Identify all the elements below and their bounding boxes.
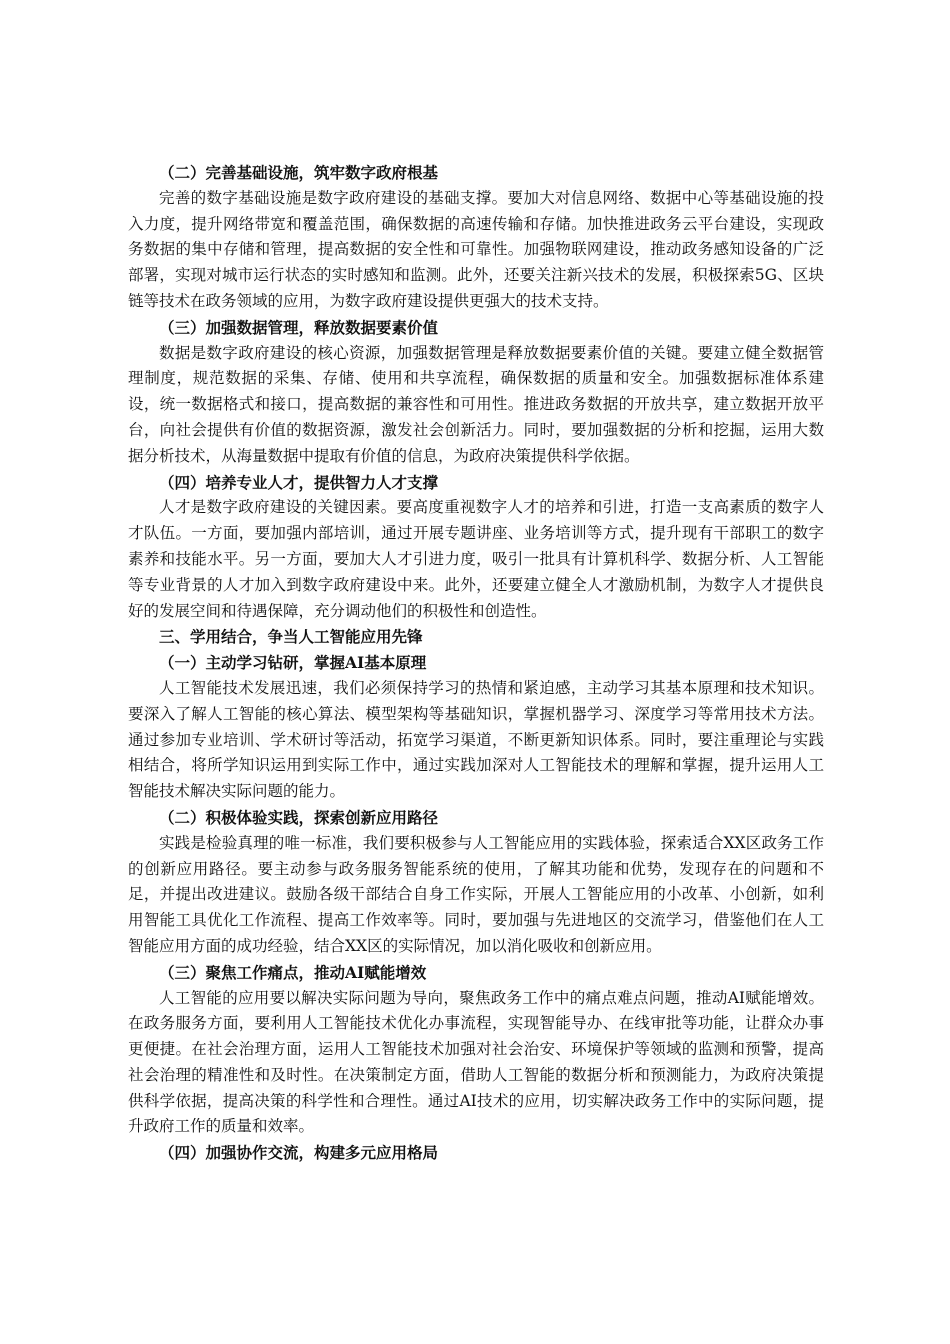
para-2-2: 完善的数字基础设施是数字政府建设的基础支撑。要加大对信息网络、数据中心等基础设施的投入力度，提升网络带宽和覆盖范围，确保数据的高速传输和存储。加快推进政务云平台建设，实现政务数据的集中存储和管理，提高数据的安全性和可靠性。加强物联网建设，推动政务感知设备的广泛部署，实现对城市运行状态的实时感知和监测。此外，还要关注新兴技术的发展，积极探索5G、区块链等技术在政务领域的应用，为数字政府建设提供更强大的技术支持。 — [128, 188, 824, 310]
heading-3-3: （三）聚焦工作痛点，推动AI赋能增效 — [159, 962, 427, 982]
para-3-3: 人工智能的应用要以解决实际问题为导向，聚焦政务工作中的痛点难点问题，推动AI赋能增效。在政务服务方面，要利用人工智能技术优化办事流程，实现智能导办、在线审批等功能，让群众办事更便捷。在社会治理方面，运用人工智能技术加强对社会治安、环境保护等领域的监测和预警，提高社会治理的精准性和及时性。在决策制定方面，借助人工智能的数据分析和预测能力，为政府决策提供科学依据，提高决策的科学性和合理性。通过AI技术的应用，切实解决政务工作中的实际问题，提升政府工作的质量和效率。 — [128, 988, 824, 1136]
heading-3-4: （四）加强协作交流，构建多元应用格局 — [159, 1143, 439, 1163]
heading-3-2: （二）积极体验实践，探索创新应用路径 — [159, 807, 439, 827]
para-2-3: 数据是数字政府建设的核心资源，加强数据管理是释放数据要素价值的关键。要建立健全数据管理制度，规范数据的采集、存储、使用和共享流程，确保数据的质量和安全。加强数据标准体系建设，统一数据格式和接口，提高数据的兼容性和可用性。推进政务数据的开放共享，建立数据开放平台，向社会提供有价值的数据资源，激发社会创新活力。同时，要加强数据的分析和挖掘，运用大数据分析技术，从海量数据中提取有价值的信息，为政府决策提供科学依据。 — [128, 343, 824, 465]
para-3-1: 人工智能技术发展迅速，我们必须保持学习的热情和紧迫感，主动学习其基本原理和技术知识。要深入了解人工智能的核心算法、模型架构等基础知识，掌握机器学习、深度学习等常用技术方法。通过参加专业培训、学术研讨等活动，拓宽学习渠道，不断更新知识体系。同时，要注重理论与实践相结合，将所学知识运用到实际工作中，通过实践加深对人工智能技术的理解和掌握，提升运用人工智能技术解决实际问题的能力。 — [128, 678, 824, 801]
document-page — [128, 160, 824, 1166]
para-2-4: 人才是数字政府建设的关键因素。要高度重视数字人才的培养和引进，打造一支高素质的数字人才队伍。一方面，要加强内部培训，通过开展专题讲座、业务培训等方式，提升现有干部职工的数字素养和技能水平。另一方面，要加大人才引进力度，吸引一批具有计算机科学、数据分析、人工智能等专业背景的人才加入到数字政府建设中来。此外，还要建立健全人才激励机制，为数字人才提供良好的发展空间和待遇保障，充分调动他们的积极性和创造性。 — [128, 498, 824, 620]
section-3-heading: 三、学用结合，争当人工智能应用先锋 — [159, 627, 423, 647]
heading-2-3: （三）加强数据管理，释放数据要素价值 — [159, 317, 439, 337]
heading-2-4: （四）培养专业人才，提供智力人才支撑 — [159, 472, 439, 492]
para-3-2: 实践是检验真理的唯一标准，我们要积极参与人工智能应用的实践体验，探索适合XX区政务工作的创新应用路径。要主动参与政务服务智能系统的使用，了解其功能和优势，发现存在的问题和不足，并提出改进建议。鼓励各级干部结合自身工作实际，开展人工智能应用的小改革、小创新，如利用智能工具优化工作流程、提高工作效率等。同时，要加强与先进地区的交流学习，借鉴他们在人工智能应用方面的成功经验，结合XX区的实际情况，加以消化吸收和创新应用。 — [128, 833, 824, 955]
heading-3-1: （一）主动学习钻研，掌握AI基本原理 — [159, 653, 427, 673]
heading-2-2: （二）完善基础设施，筑牢数字政府根基 — [159, 163, 439, 182]
